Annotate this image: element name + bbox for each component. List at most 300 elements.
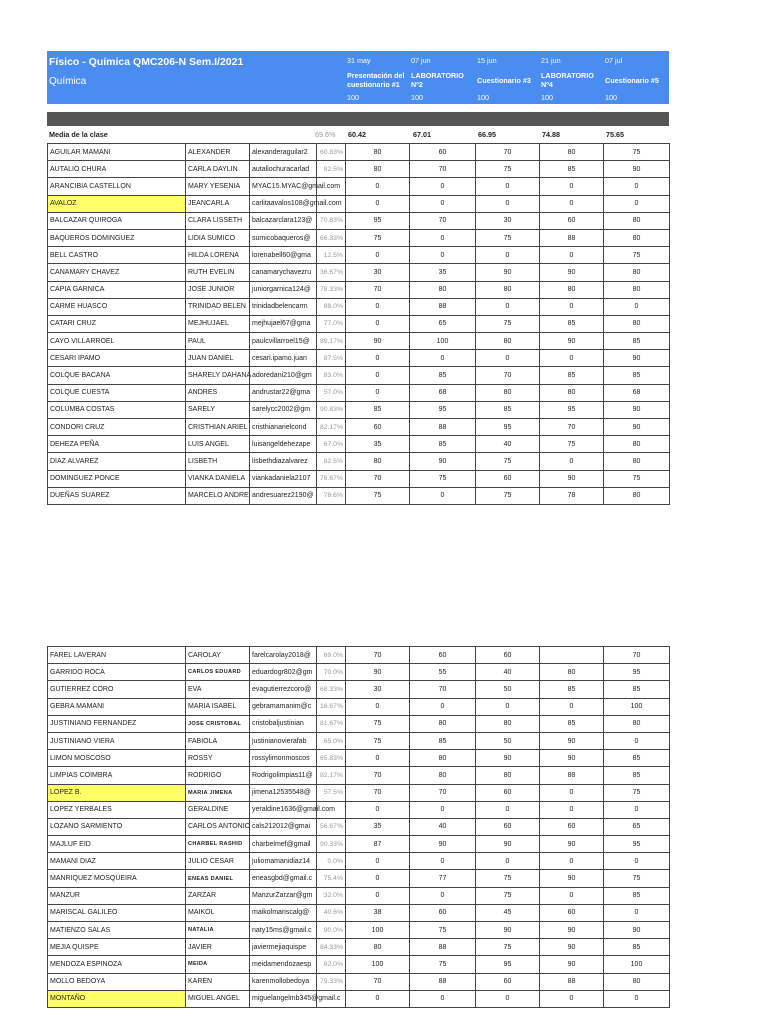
grade-cell[interactable]: 0 [346, 853, 410, 870]
grade-cell[interactable]: 88 [540, 973, 604, 990]
grade-cell[interactable]: 88 [410, 939, 476, 956]
student-row[interactable] [48, 247, 670, 264]
grade-cell[interactable]: 90 [476, 836, 540, 853]
grade-cell[interactable]: 60 [476, 647, 540, 664]
grade-cell[interactable]: 80 [476, 715, 540, 732]
student-row[interactable] [48, 732, 670, 749]
grade-cell[interactable]: 88 [540, 767, 604, 784]
student-row[interactable] [48, 801, 670, 818]
student-row[interactable] [48, 956, 670, 973]
grade-cell[interactable]: 68 [410, 384, 476, 401]
grade-cell[interactable]: 0 [476, 298, 540, 315]
grade-cell[interactable]: 0 [604, 195, 670, 212]
grade-cell[interactable]: 75 [604, 870, 670, 887]
grade-cell[interactable]: 0 [346, 195, 410, 212]
grade-cell[interactable]: 95 [346, 212, 410, 229]
student-last-name: MEJIA QUISPE [48, 939, 186, 956]
grade-cell[interactable]: 90 [604, 922, 670, 939]
grade-cell[interactable]: 80 [540, 664, 604, 681]
grade-cell[interactable]: 80 [604, 436, 670, 453]
grade-cell[interactable]: 88 [410, 973, 476, 990]
grade-cell[interactable]: 0 [346, 870, 410, 887]
grade-cell[interactable]: 77 [410, 870, 476, 887]
grade-cell[interactable]: 75 [476, 487, 540, 504]
grade-cell[interactable]: 90 [540, 732, 604, 749]
grade-cell[interactable]: 0 [346, 384, 410, 401]
grade-cell[interactable]: 85 [540, 161, 604, 178]
student-row[interactable] [48, 870, 670, 887]
grade-cell[interactable]: 85 [346, 401, 410, 418]
grade-cell[interactable]: 55 [410, 664, 476, 681]
grade-cell[interactable]: 85 [410, 732, 476, 749]
grade-cell[interactable]: 80 [410, 281, 476, 298]
grade-cell[interactable]: 85 [604, 333, 670, 350]
student-first-name: TRINIDAD BELEN [186, 298, 250, 315]
grade-cell[interactable]: 65 [604, 818, 670, 835]
grade-cell[interactable]: 0 [540, 784, 604, 801]
grade-cell[interactable]: 75 [410, 470, 476, 487]
student-row[interactable] [48, 973, 670, 990]
grade-cell[interactable]: 75 [476, 315, 540, 332]
grade-cell[interactable]: 60 [410, 144, 476, 161]
student-email: jimena12535548@ [250, 784, 317, 801]
grade-cell[interactable]: 0 [476, 698, 540, 715]
gradebook-header [47, 51, 669, 104]
grades-table-bottom [47, 646, 670, 1008]
grade-cell[interactable]: 0 [410, 195, 476, 212]
student-row[interactable] [48, 212, 670, 229]
grade-cell[interactable]: 35 [346, 436, 410, 453]
student-row[interactable] [48, 750, 670, 767]
grade-cell[interactable]: 70 [540, 419, 604, 436]
grade-cell[interactable]: 0 [540, 178, 604, 195]
student-last-name: GARRIDO ROCA [48, 664, 186, 681]
grade-cell[interactable]: 90 [410, 453, 476, 470]
grade-cell[interactable]: 0 [346, 801, 410, 818]
grade-cell[interactable]: 0 [410, 487, 476, 504]
grade-cell[interactable]: 0 [346, 367, 410, 384]
grade-cell[interactable]: 60 [346, 419, 410, 436]
student-email: cristhianarielcond [250, 419, 317, 436]
grade-cell[interactable]: 85 [604, 681, 670, 698]
grade-cell[interactable]: 70 [476, 144, 540, 161]
grade-cell[interactable]: 40 [476, 664, 540, 681]
grade-cell[interactable]: 0 [604, 298, 670, 315]
grade-cell[interactable]: 90 [540, 264, 604, 281]
grade-cell[interactable]: 0 [540, 801, 604, 818]
grade-cell[interactable]: 75 [604, 470, 670, 487]
grade-cell[interactable]: 0 [410, 990, 476, 1007]
grade-cell[interactable]: 90 [604, 401, 670, 418]
grade-cell[interactable]: 90 [540, 836, 604, 853]
grade-cell[interactable]: 80 [346, 939, 410, 956]
grade-cell[interactable]: 68 [604, 384, 670, 401]
grade-cell[interactable]: 95 [476, 956, 540, 973]
grade-cell[interactable]: 100 [604, 956, 670, 973]
grade-cell[interactable]: 80 [604, 264, 670, 281]
grade-cell[interactable]: 0 [604, 178, 670, 195]
grade-cell[interactable]: 85 [604, 887, 670, 904]
class-average-row [47, 126, 669, 143]
grade-cell[interactable]: 85 [540, 715, 604, 732]
grade-cell[interactable]: 90 [540, 922, 604, 939]
student-row[interactable] [48, 853, 670, 870]
assignment-date: 07 jun [411, 56, 431, 65]
grade-cell[interactable]: 75 [604, 247, 670, 264]
grade-cell[interactable]: 90 [540, 470, 604, 487]
grade-cell[interactable]: 70 [346, 470, 410, 487]
student-email: lorenabell60@gma [250, 247, 317, 264]
grade-cell[interactable]: 80 [604, 715, 670, 732]
grade-cell[interactable]: 60 [476, 818, 540, 835]
grade-cell[interactable]: 0 [346, 298, 410, 315]
grade-cell[interactable]: 80 [476, 767, 540, 784]
grade-cell[interactable]: 85 [540, 681, 604, 698]
grade-cell[interactable]: 80 [346, 453, 410, 470]
student-row[interactable] [48, 784, 670, 801]
grade-cell[interactable]: 0 [604, 904, 670, 921]
grade-cell[interactable]: 0 [410, 350, 476, 367]
student-percent: 75.4% [317, 870, 346, 887]
student-first-name: RODRIGO [186, 767, 250, 784]
grade-cell[interactable]: 0 [346, 350, 410, 367]
grade-cell[interactable]: 75 [410, 922, 476, 939]
grade-cell[interactable]: 0 [540, 853, 604, 870]
student-row[interactable] [48, 470, 670, 487]
grade-cell[interactable]: 0 [410, 801, 476, 818]
grade-cell[interactable]: 70 [410, 784, 476, 801]
student-email: yeraldine1636@gmail.com [250, 801, 317, 818]
grade-cell[interactable]: 0 [346, 247, 410, 264]
grade-cell[interactable]: 80 [604, 315, 670, 332]
student-row[interactable] [48, 333, 670, 350]
assignment-name: Cuestionario #3 [477, 76, 531, 85]
student-last-name: BALCAZAR QUIROGA [48, 212, 186, 229]
grade-cell[interactable]: 80 [346, 161, 410, 178]
grade-cell[interactable]: 80 [540, 384, 604, 401]
grade-cell[interactable]: 88 [540, 229, 604, 246]
grade-cell[interactable]: 80 [540, 281, 604, 298]
grade-cell[interactable]: 60 [476, 470, 540, 487]
student-row[interactable] [48, 453, 670, 470]
student-row[interactable] [48, 281, 670, 298]
student-email: lisbethdiazalvarez [250, 453, 317, 470]
student-row[interactable] [48, 487, 670, 504]
grade-cell[interactable]: 80 [410, 715, 476, 732]
student-row[interactable] [48, 939, 670, 956]
grade-cell[interactable]: 85 [540, 367, 604, 384]
grade-cell[interactable]: 80 [410, 767, 476, 784]
grade-cell[interactable]: 90 [604, 419, 670, 436]
header-divider-bar [47, 112, 669, 126]
class-average-value: 66.95 [478, 130, 496, 139]
grade-cell[interactable]: 90 [540, 333, 604, 350]
student-last-name: CATARI CRUZ [48, 315, 186, 332]
grade-cell[interactable]: 0 [410, 247, 476, 264]
grade-cell[interactable]: 70 [410, 681, 476, 698]
student-first-name: JULIO CESAR [186, 853, 250, 870]
grade-cell[interactable]: 0 [604, 990, 670, 1007]
student-row[interactable] [48, 144, 670, 161]
student-first-name: MARY YESENIA [186, 178, 250, 195]
student-first-name: ANDRES [186, 384, 250, 401]
student-percent: 79.33% [317, 973, 346, 990]
student-email: cesari.ipamo.juan [250, 350, 317, 367]
grade-cell[interactable]: 70 [346, 767, 410, 784]
grade-cell[interactable]: 95 [476, 419, 540, 436]
grade-cell[interactable]: 0 [540, 453, 604, 470]
student-row[interactable] [48, 195, 670, 212]
grade-cell[interactable]: 0 [604, 732, 670, 749]
student-row[interactable] [48, 350, 670, 367]
grade-cell[interactable]: 0 [410, 887, 476, 904]
grade-cell[interactable]: 90 [540, 939, 604, 956]
student-first-name: HILDA LORENA [186, 247, 250, 264]
grade-cell[interactable]: 80 [540, 144, 604, 161]
grade-cell[interactable]: 85 [604, 767, 670, 784]
student-first-name: CARLOS ANTONIO [186, 818, 250, 835]
grade-cell[interactable]: 75 [410, 956, 476, 973]
student-row[interactable] [48, 887, 670, 904]
grade-cell[interactable]: 90 [540, 870, 604, 887]
student-email: andrustar22@gma [250, 384, 317, 401]
grade-cell[interactable]: 90 [346, 333, 410, 350]
grade-cell[interactable]: 0 [540, 350, 604, 367]
grade-cell[interactable]: 0 [346, 990, 410, 1007]
grade-cell[interactable]: 30 [346, 264, 410, 281]
class-average-value: 74.88 [542, 130, 560, 139]
grade-cell[interactable]: 60 [410, 904, 476, 921]
student-percent: 65.83% [317, 750, 346, 767]
student-row[interactable] [48, 367, 670, 384]
grade-cell[interactable]: 0 [604, 853, 670, 870]
grade-cell[interactable]: 85 [604, 750, 670, 767]
grade-cell[interactable]: 40 [410, 818, 476, 835]
grade-cell[interactable]: 50 [476, 681, 540, 698]
grade-cell[interactable]: 38 [346, 904, 410, 921]
grade-cell[interactable]: 87 [346, 836, 410, 853]
grade-cell[interactable]: 0 [540, 990, 604, 1007]
student-row[interactable] [48, 922, 670, 939]
grade-cell[interactable]: 35 [346, 818, 410, 835]
grade-cell[interactable]: 90 [476, 264, 540, 281]
student-row[interactable] [48, 647, 670, 664]
grade-cell[interactable]: 80 [346, 144, 410, 161]
grade-cell[interactable]: 0 [410, 698, 476, 715]
grade-cell[interactable]: 50 [476, 732, 540, 749]
student-email: balcazarclara123@ [250, 212, 317, 229]
grade-cell[interactable]: 75 [604, 144, 670, 161]
grade-cell[interactable]: 95 [410, 401, 476, 418]
student-percent: 57.0% [317, 384, 346, 401]
grade-cell[interactable]: 85 [410, 367, 476, 384]
grade-cell[interactable]: 90 [540, 750, 604, 767]
grade-cell[interactable]: 80 [476, 333, 540, 350]
grade-cell[interactable]: 35 [410, 264, 476, 281]
grade-cell[interactable]: 0 [476, 247, 540, 264]
student-row[interactable] [48, 681, 670, 698]
grade-cell[interactable]: 85 [540, 315, 604, 332]
student-row[interactable] [48, 161, 670, 178]
grade-cell[interactable]: 100 [604, 698, 670, 715]
student-row[interactable] [48, 818, 670, 835]
student-email: charbelmef@gmail [250, 836, 317, 853]
student-row[interactable] [48, 698, 670, 715]
grade-cell[interactable]: 60 [476, 784, 540, 801]
grade-cell[interactable]: 80 [604, 281, 670, 298]
student-email: karenmollobedoya [250, 973, 317, 990]
student-first-name: ZARZAR [186, 887, 250, 904]
grade-cell[interactable]: 90 [476, 922, 540, 939]
grade-cell[interactable]: 0 [476, 195, 540, 212]
grade-cell[interactable]: 65 [410, 315, 476, 332]
grade-cell[interactable]: 0 [476, 853, 540, 870]
student-last-name: CARME HUASCO [48, 298, 186, 315]
student-percent: 70.83% [317, 212, 346, 229]
grade-cell[interactable]: 78 [540, 487, 604, 504]
grade-cell[interactable]: 88 [410, 419, 476, 436]
grade-cell[interactable]: 75 [476, 887, 540, 904]
grade-cell[interactable]: 0 [476, 990, 540, 1007]
grade-cell[interactable]: 70 [604, 647, 670, 664]
grade-cell[interactable]: 80 [604, 212, 670, 229]
grade-cell[interactable]: 75 [476, 161, 540, 178]
student-percent: 68.33% [317, 681, 346, 698]
student-first-name: ROSSY [186, 750, 250, 767]
student-first-name: NATALIA [186, 922, 250, 939]
grade-cell[interactable]: 88 [410, 298, 476, 315]
student-row[interactable] [48, 229, 670, 246]
grade-cell[interactable]: 100 [346, 922, 410, 939]
grade-cell[interactable]: 80 [604, 453, 670, 470]
grade-cell[interactable]: 75 [346, 715, 410, 732]
class-average-value: 67.01 [413, 130, 431, 139]
grade-cell[interactable]: 85 [410, 436, 476, 453]
grade-cell[interactable]: 30 [476, 212, 540, 229]
grade-cell[interactable]: 0 [604, 801, 670, 818]
student-row[interactable] [48, 436, 670, 453]
grade-cell[interactable]: 60 [540, 904, 604, 921]
grade-cell[interactable]: 100 [346, 956, 410, 973]
student-row[interactable] [48, 767, 670, 784]
grade-cell[interactable]: 80 [476, 384, 540, 401]
grade-cell[interactable]: 70 [346, 973, 410, 990]
grade-cell[interactable]: 95 [604, 836, 670, 853]
grade-cell[interactable]: 80 [604, 487, 670, 504]
student-first-name: CHARBEL RASHID [186, 836, 250, 853]
grade-cell[interactable]: 0 [410, 178, 476, 195]
grade-cell[interactable]: 95 [540, 401, 604, 418]
grade-cell[interactable]: 75 [476, 939, 540, 956]
grade-cell[interactable]: 90 [410, 836, 476, 853]
grade-cell[interactable]: 85 [604, 367, 670, 384]
grade-cell[interactable]: 75 [476, 870, 540, 887]
grade-cell[interactable]: 0 [540, 887, 604, 904]
grade-cell[interactable]: 80 [604, 973, 670, 990]
grade-cell[interactable]: 0 [346, 698, 410, 715]
grade-cell[interactable]: 75 [476, 229, 540, 246]
student-row[interactable] [48, 401, 670, 418]
grade-cell[interactable]: 75 [604, 784, 670, 801]
grade-cell[interactable]: 75 [346, 732, 410, 749]
grade-cell[interactable]: 85 [604, 939, 670, 956]
grade-cell[interactable]: 85 [476, 401, 540, 418]
grade-cell[interactable]: 0 [540, 298, 604, 315]
grade-cell[interactable]: 80 [476, 281, 540, 298]
grade-cell[interactable]: 0 [476, 178, 540, 195]
student-last-name: COLUMBA COSTAS [48, 401, 186, 418]
grade-cell[interactable]: 0 [346, 887, 410, 904]
grade-cell[interactable]: 90 [604, 350, 670, 367]
grade-cell[interactable] [540, 647, 604, 664]
grade-cell[interactable]: 75 [476, 453, 540, 470]
grade-cell[interactable]: 70 [346, 784, 410, 801]
student-first-name: ENEAS DANIEL [186, 870, 250, 887]
grade-cell[interactable]: 0 [540, 195, 604, 212]
grade-cell[interactable]: 90 [346, 664, 410, 681]
grade-cell[interactable]: 75 [346, 487, 410, 504]
grade-cell[interactable]: 70 [410, 161, 476, 178]
grade-cell[interactable]: 60 [410, 647, 476, 664]
student-row[interactable] [48, 315, 670, 332]
grade-cell[interactable]: 70 [346, 281, 410, 298]
grade-cell[interactable]: 0 [476, 350, 540, 367]
grade-cell[interactable]: 0 [346, 750, 410, 767]
grade-cell[interactable]: 0 [410, 853, 476, 870]
student-last-name: LOPEZ YERBALES [48, 801, 186, 818]
student-row[interactable] [48, 715, 670, 732]
student-email: Rodrigolimpias11@ [250, 767, 317, 784]
student-row[interactable] [48, 904, 670, 921]
grade-cell[interactable]: 95 [604, 664, 670, 681]
student-row[interactable] [48, 990, 670, 1007]
grade-cell[interactable]: 90 [540, 956, 604, 973]
grade-cell[interactable]: 100 [410, 333, 476, 350]
student-row[interactable] [48, 298, 670, 315]
grade-cell[interactable]: 45 [476, 904, 540, 921]
student-last-name: MOLLO BEDOYA [48, 973, 186, 990]
grade-cell[interactable]: 75 [346, 229, 410, 246]
student-row[interactable] [48, 178, 670, 195]
grade-cell[interactable]: 40 [476, 436, 540, 453]
grade-cell[interactable]: 60 [476, 973, 540, 990]
grade-cell[interactable]: 70 [346, 647, 410, 664]
grade-cell[interactable]: 80 [410, 750, 476, 767]
student-row[interactable] [48, 384, 670, 401]
student-row[interactable] [48, 419, 670, 436]
grade-cell[interactable]: 70 [410, 212, 476, 229]
grade-cell[interactable]: 0 [346, 178, 410, 195]
grade-cell[interactable]: 30 [346, 681, 410, 698]
student-row[interactable] [48, 664, 670, 681]
grade-cell[interactable]: 75 [540, 436, 604, 453]
grade-cell[interactable]: 0 [540, 247, 604, 264]
student-row[interactable] [48, 264, 670, 281]
grade-cell[interactable]: 80 [604, 229, 670, 246]
grade-cell[interactable]: 60 [540, 212, 604, 229]
grade-cell[interactable]: 0 [540, 698, 604, 715]
grade-cell[interactable]: 70 [476, 367, 540, 384]
grade-cell[interactable]: 60 [540, 818, 604, 835]
grade-cell[interactable]: 0 [476, 801, 540, 818]
grade-cell[interactable]: 90 [604, 161, 670, 178]
assignment-name: Cuestionario #5 [605, 76, 659, 85]
grade-cell[interactable]: 0 [410, 229, 476, 246]
grade-cell[interactable]: 90 [476, 750, 540, 767]
student-percent: 82.5% [317, 453, 346, 470]
grade-cell[interactable]: 0 [346, 315, 410, 332]
student-row[interactable] [48, 836, 670, 853]
